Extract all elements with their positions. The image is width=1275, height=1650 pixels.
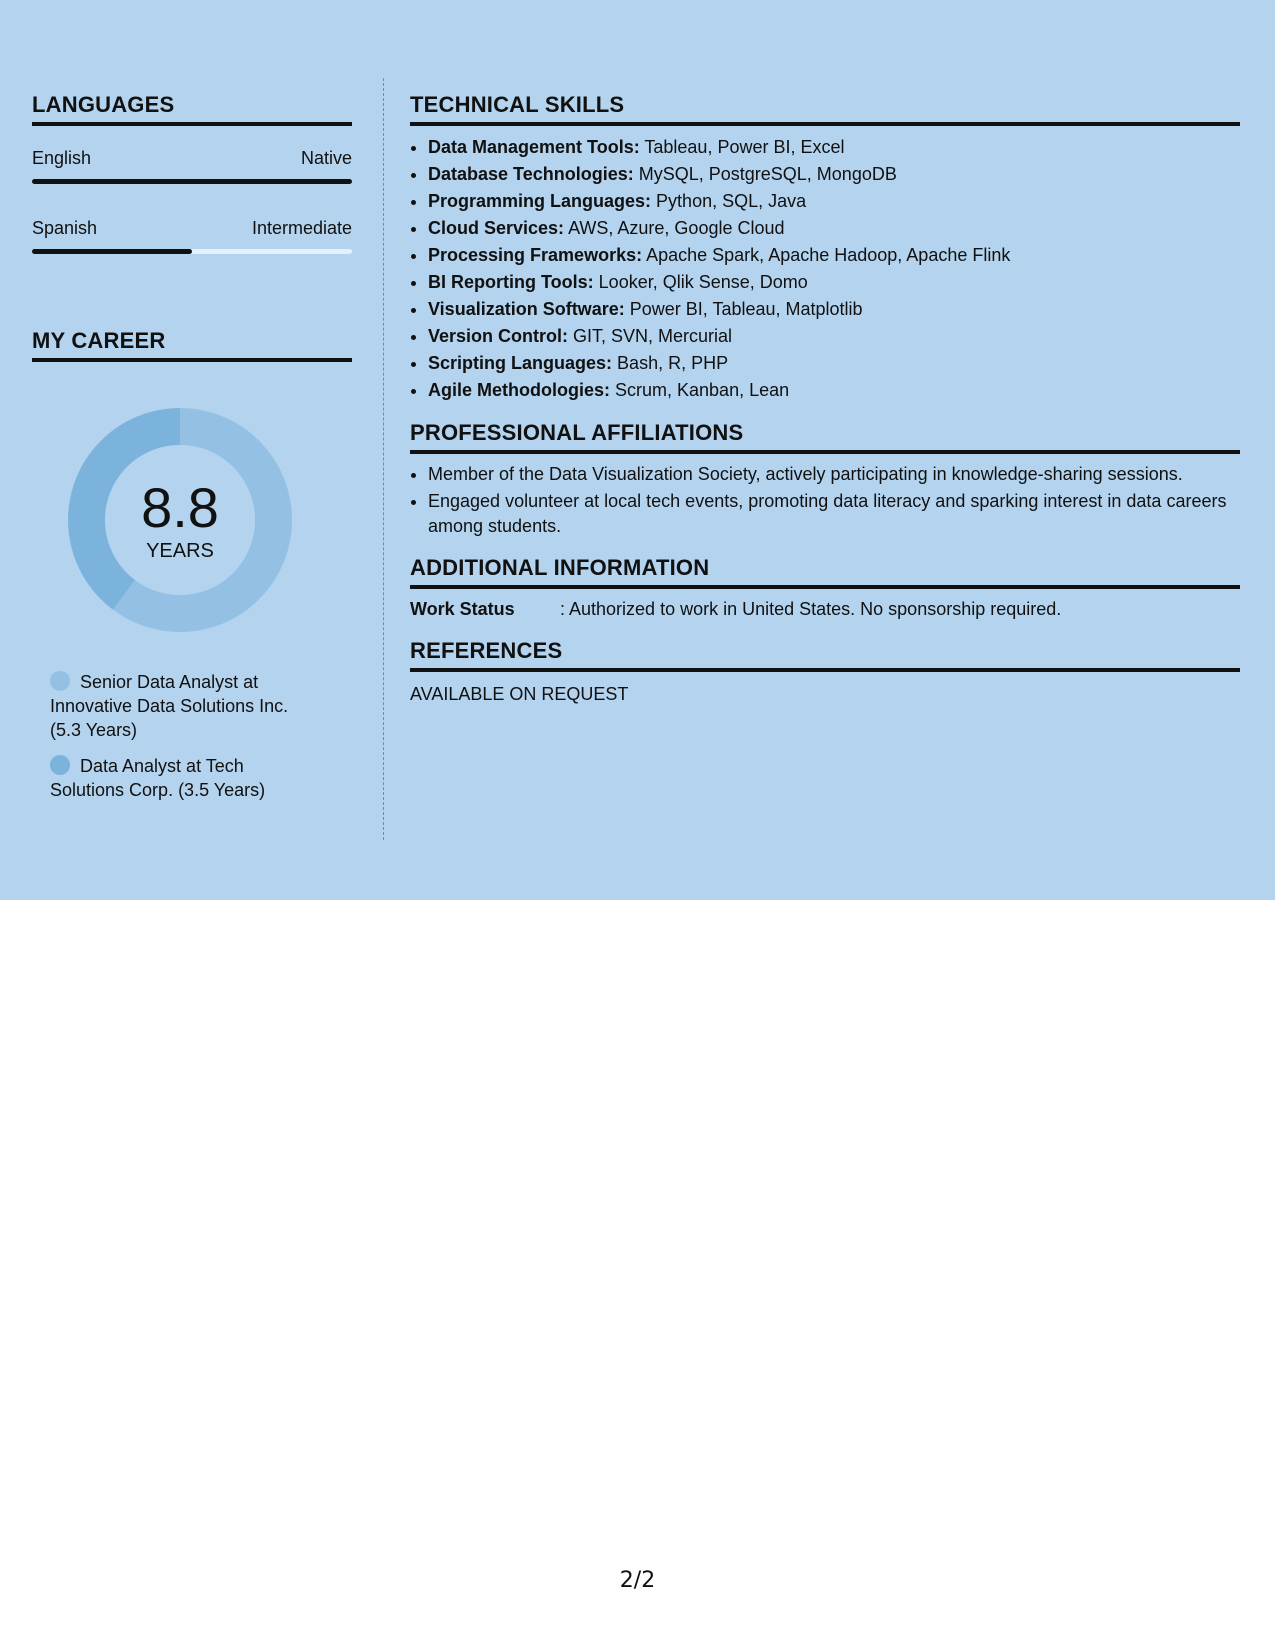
language-progress-bar	[32, 249, 352, 254]
references-title: REFERENCES	[410, 638, 1240, 672]
skill-item	[428, 161, 1240, 188]
language-name: English	[32, 148, 92, 168]
language-item-spanish	[32, 218, 352, 254]
skill-label: Database Technologies:	[428, 164, 634, 184]
skills-title: TECHNICAL SKILLS	[410, 92, 1240, 126]
career-title: MY CAREER	[32, 328, 352, 362]
skill-item	[428, 215, 1240, 242]
skill-label: Scripting Languages:	[428, 353, 613, 373]
skill-item	[428, 242, 1240, 269]
work-status-value: : Authorized to work in United States. No sponsorship required.	[560, 599, 1062, 619]
career-legend	[50, 670, 320, 802]
language-progress-fill	[32, 249, 192, 254]
skill-item	[428, 350, 1240, 377]
career-total-value: 8.8	[141, 476, 219, 539]
work-status-label: Work Status	[410, 599, 515, 619]
skill-value: Scrum, Kanban, Lean	[615, 380, 790, 400]
language-progress-bar	[32, 179, 352, 184]
skill-label: Visualization Software:	[428, 299, 625, 319]
skill-label: Processing Frameworks:	[428, 245, 643, 265]
languages-title: LANGUAGES	[32, 92, 352, 126]
legend-dot	[50, 755, 70, 775]
skill-value: Tableau, Power BI, Excel	[644, 137, 845, 157]
legend-label: Senior Data Analyst at Innovative Data Solutions Inc. (5.3 Years)	[50, 672, 289, 740]
skill-label: Agile Methodologies:	[428, 380, 610, 400]
skill-value: Bash, R, PHP	[617, 353, 729, 373]
career-donut-chart	[66, 406, 294, 634]
page-number: 2/2	[619, 1568, 656, 1593]
legend-dot	[50, 671, 70, 691]
affiliation-item: • Member of the Data Visualization Society, actively participating in knowledge-sharing sessions.	[428, 462, 1240, 487]
skill-item	[428, 269, 1240, 296]
skill-item	[428, 323, 1240, 350]
references-text: AVAILABLE ON REQUEST	[410, 684, 629, 704]
skill-item	[428, 296, 1240, 323]
language-level: Intermediate	[251, 218, 352, 238]
skill-label: Data Management Tools:	[428, 137, 640, 157]
skill-value: Apache Spark, Apache Hadoop, Apache Flink	[646, 245, 1011, 265]
legend-label: Data Analyst at Tech Solutions Corp. (3.5 Years)	[50, 756, 266, 800]
skill-value: Power BI, Tableau, Matplotlib	[629, 299, 863, 319]
skill-value: AWS, Azure, Google Cloud	[568, 218, 785, 238]
work-status-row	[410, 597, 1240, 622]
skill-value: Python, SQL, Java	[656, 191, 807, 211]
affiliation-item: • Engaged volunteer at local tech events, promoting data literacy and sparking interest in data careers among students.	[428, 489, 1240, 539]
column-divider	[383, 78, 384, 840]
skill-item	[428, 377, 1240, 404]
skill-label: Programming Languages:	[428, 191, 652, 211]
left-column	[32, 92, 352, 814]
skills-list	[410, 134, 1240, 404]
additional-info-title: ADDITIONAL INFORMATION	[410, 555, 1240, 589]
language-item-english	[32, 148, 352, 184]
skill-item	[428, 134, 1240, 161]
legend-item	[50, 754, 320, 802]
legend-item	[50, 670, 320, 742]
affiliations-title: PROFESSIONAL AFFILIATIONS	[410, 420, 1240, 454]
language-progress-fill	[32, 179, 352, 184]
skill-value: Looker, Qlik Sense, Domo	[598, 272, 808, 292]
skill-item	[428, 188, 1240, 215]
skill-value: GIT, SVN, Mercurial	[573, 326, 733, 346]
donut-center	[66, 406, 294, 634]
language-name: Spanish	[32, 218, 98, 238]
skill-label: Cloud Services:	[428, 218, 565, 238]
skill-value: MySQL, PostgreSQL, MongoDB	[638, 164, 897, 184]
language-level: Native	[300, 148, 352, 168]
skill-label: BI Reporting Tools:	[428, 272, 594, 292]
affiliations-list	[410, 462, 1240, 539]
skill-label: Version Control:	[428, 326, 569, 346]
career-total-unit: YEARS	[146, 540, 214, 562]
right-column	[410, 92, 1240, 705]
